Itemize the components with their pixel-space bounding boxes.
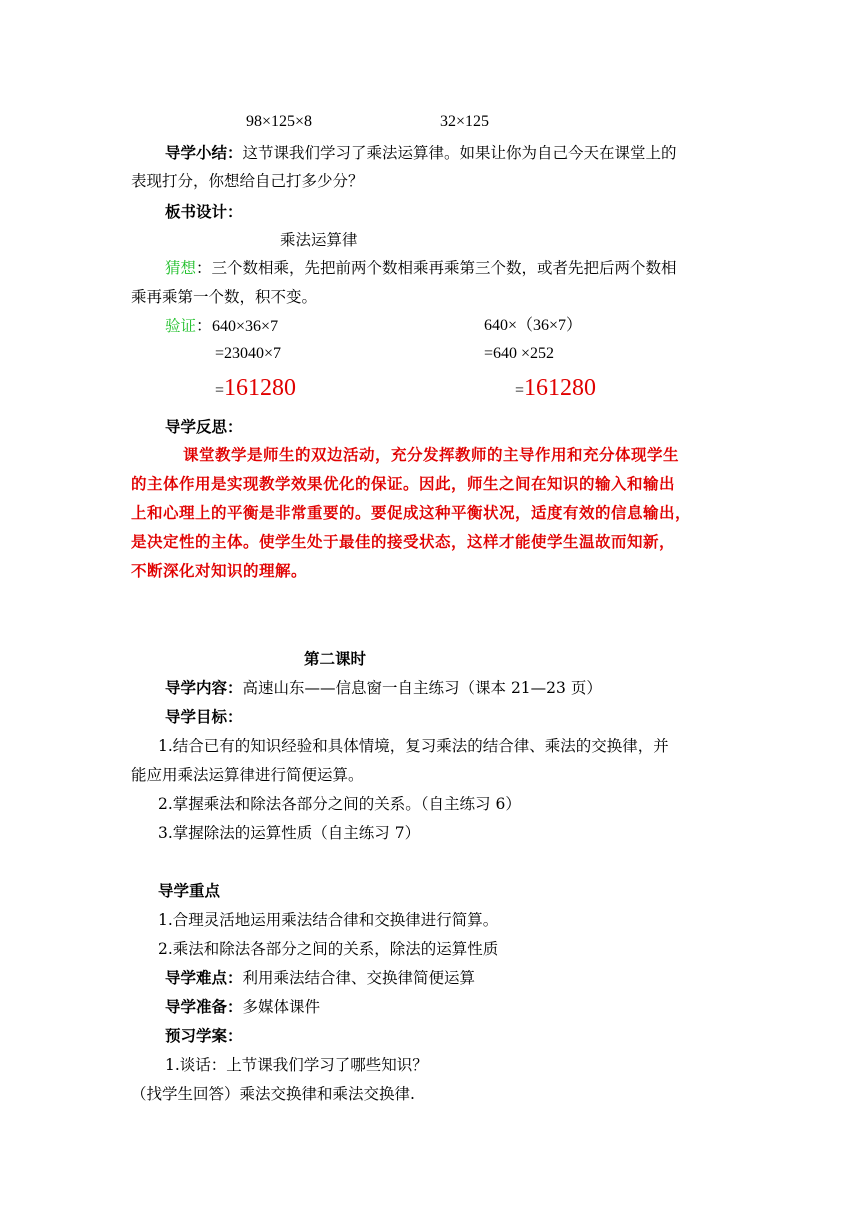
difficulty-line [165,967,475,989]
right-equals: = [515,382,525,399]
left-equals: = [215,382,225,399]
guess-text-2: 乘再乘第一个数，积不变。 [131,288,318,306]
right-expression: 640×（36×7） [484,317,583,334]
left-result: 161280 [224,375,297,401]
board-label: 板书设计： [165,203,243,221]
content-text: 高速山东——信息窗一自主练习（课本 21—23 页） [242,679,602,697]
goal-line-4: 3.掌握除法的运算性质（自主练习 7） [158,824,421,842]
reflection-line-4: 是决定性的主体。使学生处于最佳的接受状态，这样才能使学生温故而知新， [131,533,676,551]
lesson2-title: 第二课时 [304,650,367,668]
goal-line-1: 1.结合已有的知识经验和具体情境，复习乘法的结合律、乘法的交换律，并 [158,737,669,755]
preview-label: 预习学案： [165,1027,243,1045]
goal-line-3: 2.掌握乘法和除法各部分之间的关系。（自主练习 6） [158,795,521,813]
prep-label: 导学准备： [165,998,243,1016]
reflection-line-1: 课堂教学是师生的双边活动，充分发挥教师的主导作用和充分体现学生 [183,446,680,464]
prep-text: 多媒体课件 [242,998,321,1016]
left-result-line [215,374,296,405]
key-line-2: 2.乘法和除法各部分之间的关系，除法的运算性质 [158,940,499,958]
difficulty-text: 利用乘法结合律、交换律简便运算 [242,969,476,987]
board-title: 乘法运算律 [280,231,358,249]
summary-label: 导学小结： [165,144,243,162]
guess-text-1: ：三个数相乘，先把前两个数相乘再乘第三个数，或者先把后两个数相 [196,259,677,277]
right-result-line [515,374,596,405]
reflection-line-3: 上和心理上的平衡是非常重要的。要促成这种平衡状况，适度有效的信息输出， [131,504,692,522]
goal-line-2: 能应用乘法运算律进行简便运算。 [131,766,364,784]
goal-label: 导学目标： [165,708,243,726]
summary-text-1: 这节课我们学习了乘法运算律。如果让你为自己今天在课堂上的 [242,144,677,162]
exercise-1: 98×125×8 [246,113,313,130]
key-label: 导学重点 [158,882,221,900]
key-line-1: 1.合理灵活地运用乘法结合律和交换律进行简算。 [158,911,499,929]
content-label: 导学内容： [165,679,243,697]
summary-line-1 [165,142,677,164]
preview-question: 1.谈话：上节课我们学习了哪些知识？ [165,1056,428,1074]
difficulty-label: 导学难点： [165,969,243,987]
prep-line [165,996,320,1018]
reflection-line-5: 不断深化对知识的理解。 [131,562,308,580]
verify-left-expr [165,315,278,338]
summary-text-2: 表现打分，你想给自己打多少分？ [131,172,364,190]
guess-label: 猜想 [165,259,197,277]
reflection-label: 导学反思： [165,418,243,436]
right-result: 161280 [524,375,597,401]
reflection-line-2: 的主体作用是实现教学效果优化的保证。因此，师生之间在知识的输入和输出 [131,475,676,493]
verify-label: 验证 [165,317,197,335]
exercise-2: 32×125 [440,113,490,130]
left-step: =23040×7 [215,345,282,362]
left-expression: ：640×36×7 [196,318,279,335]
guess-line-1 [165,257,677,279]
content-line [165,677,602,699]
preview-answer: （找学生回答）乘法交换律和乘法交换律. [131,1085,415,1103]
right-step: =640 ×252 [484,345,555,362]
